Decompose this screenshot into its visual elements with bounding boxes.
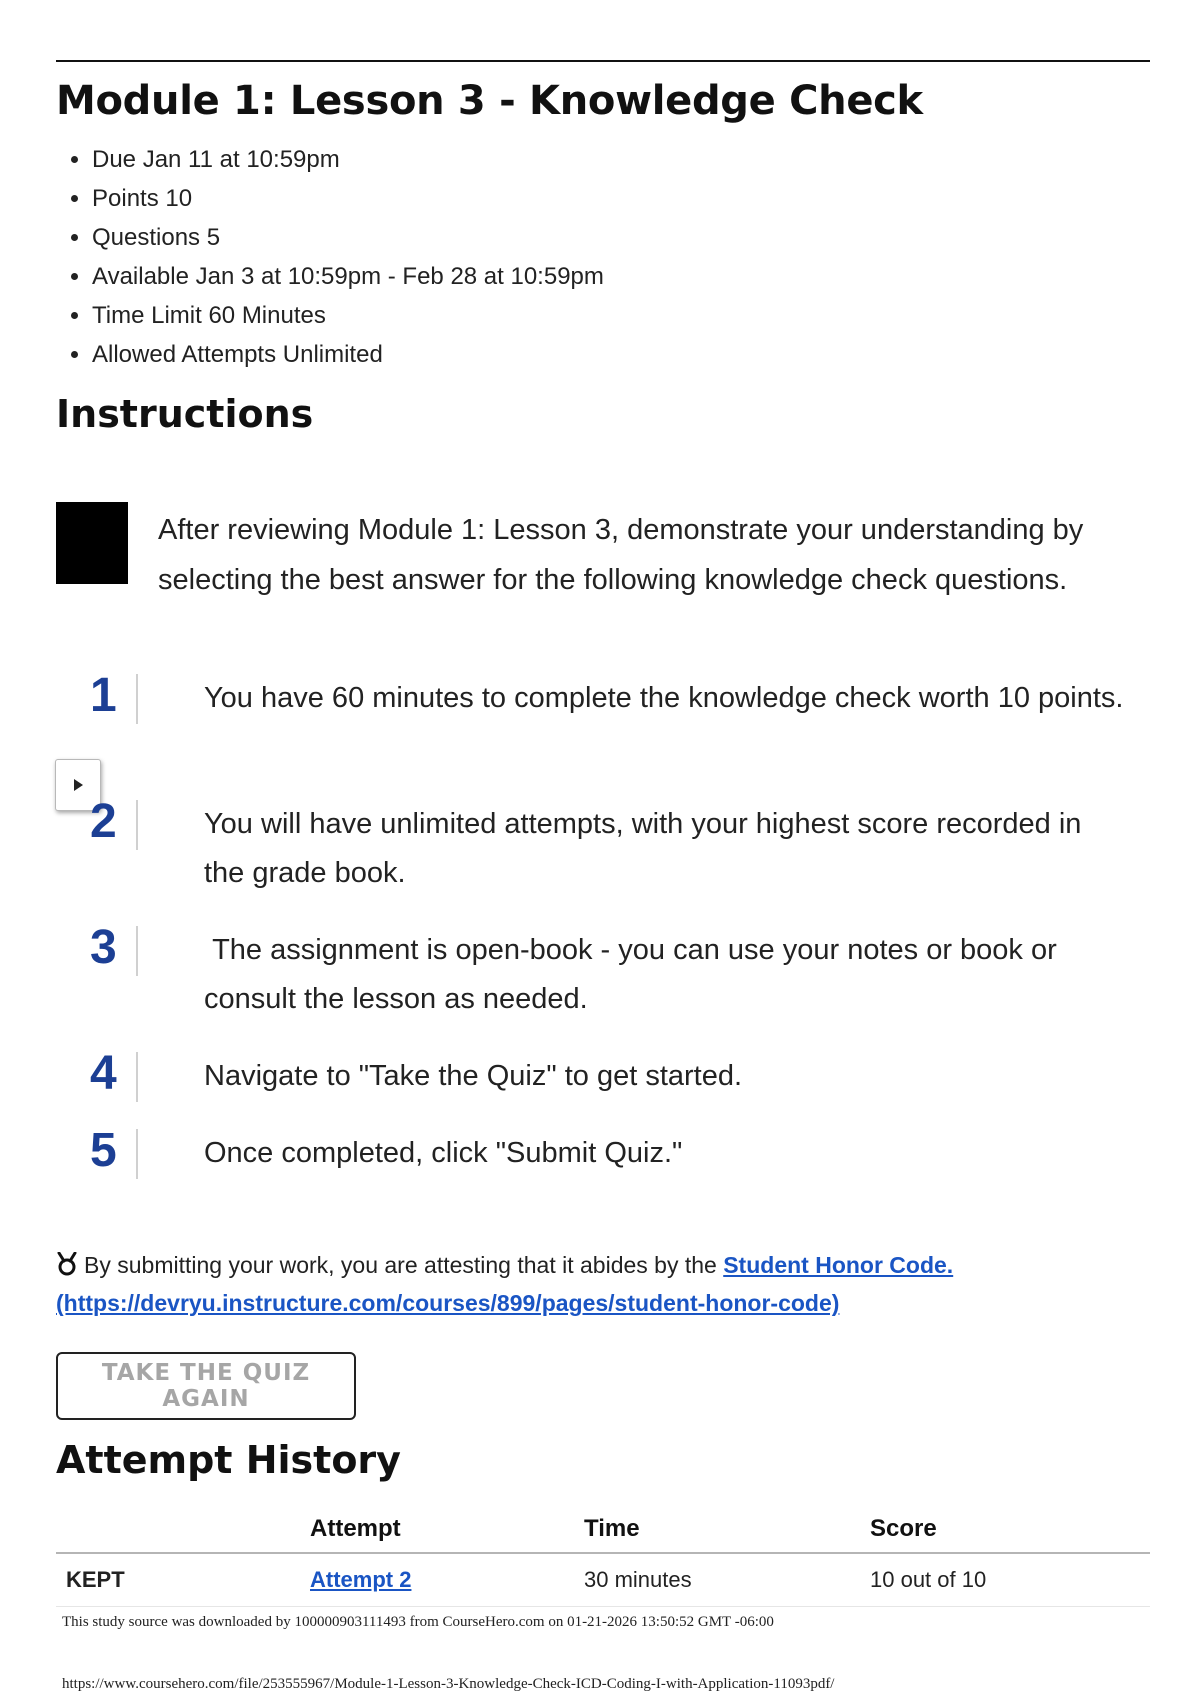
step-number-2: 2: [90, 795, 117, 848]
points: • Points 10: [92, 179, 604, 218]
attempt-status: KEPT: [56, 1553, 309, 1607]
step-divider-2: [136, 800, 138, 850]
student-honor-code-link[interactable]: Student Honor Code.: [723, 1252, 954, 1278]
attempt-cell: [309, 1553, 583, 1607]
availability-window: • Available Jan 3 at 10:59pm - Feb 28 at 10:59pm: [92, 257, 604, 296]
step-text-4: Navigate to "Take the Quiz" to get started.: [204, 1060, 743, 1092]
attempt-score: 10 out of 10: [869, 1553, 1150, 1607]
instructions-heading: Instructions: [56, 392, 314, 436]
top-divider: [56, 60, 1150, 62]
step-number-3: 3: [90, 921, 117, 974]
attempt-history-heading: Attempt History: [56, 1438, 401, 1482]
step-text-2: You will have unlimited attempts, with your highest score recorded in the grade book.: [204, 808, 1082, 889]
due-date: • Due Jan 11 at 10:59pm: [92, 140, 604, 179]
column-header-score: Score: [869, 1506, 1150, 1553]
honor-code-text: By submitting your work, you are attesting that it abides by the: [84, 1252, 724, 1278]
step-divider-4: [136, 1052, 138, 1102]
quiz-details-list: [70, 140, 604, 374]
play-arrow-icon: [74, 779, 83, 791]
attempt-2-link[interactable]: Attempt 2: [310, 1567, 412, 1592]
instructions-intro: After reviewing Module 1: Lesson 3, demonstrate your understanding by selecting the best answer for the following knowledge check questions.: [158, 514, 1084, 596]
step-divider-5: [136, 1129, 138, 1179]
ribbon-badge-icon: [56, 1252, 78, 1276]
step-number-4: 4: [90, 1047, 117, 1100]
column-header-attempt: Attempt: [309, 1506, 583, 1553]
step-number-5: 5: [90, 1124, 117, 1177]
quiz-title: Module 1: Lesson 3 - Knowledge Check: [56, 78, 923, 124]
download-notice: This study source was downloaded by 100000903111493 from CourseHero.com on 01-21-2026 13:50:52 GMT -06:00: [62, 1614, 774, 1630]
step-text-1: You have 60 minutes to complete the knowledge check worth 10 points.: [204, 682, 1124, 714]
time-limit: • Time Limit 60 Minutes: [92, 296, 604, 335]
honor-code-statement: [56, 1246, 1156, 1322]
column-header-status: [56, 1506, 309, 1553]
questions-count: • Questions 5: [92, 218, 604, 257]
attempt-time: 30 minutes: [583, 1553, 869, 1607]
step-text-5: Once completed, click "Submit Quiz.": [204, 1137, 683, 1169]
step-divider-1: [136, 674, 138, 724]
table-row: [56, 1553, 1150, 1607]
source-url: https://www.coursehero.com/file/253555967/Module-1-Lesson-3-Knowledge-Check-ICD-Coding-I-with-Application-11093pdf/: [62, 1676, 835, 1692]
allowed-attempts: • Allowed Attempts Unlimited: [92, 335, 604, 374]
column-header-time: Time: [583, 1506, 869, 1553]
step-text-3: The assignment is open-book - you can use your notes or book or consult the lesson as needed.: [204, 934, 1065, 1015]
table-header-row: [56, 1506, 1150, 1553]
step-number-1: 1: [90, 669, 117, 722]
attempt-history-table: [56, 1506, 1150, 1607]
intro-image-placeholder: [56, 502, 128, 584]
take-quiz-again-button[interactable]: TAKE THE QUIZ AGAIN: [56, 1352, 356, 1420]
step-divider-3: [136, 926, 138, 976]
honor-code-url-link[interactable]: (https://devryu.instructure.com/courses/899/pages/student-honor-code): [56, 1290, 840, 1316]
